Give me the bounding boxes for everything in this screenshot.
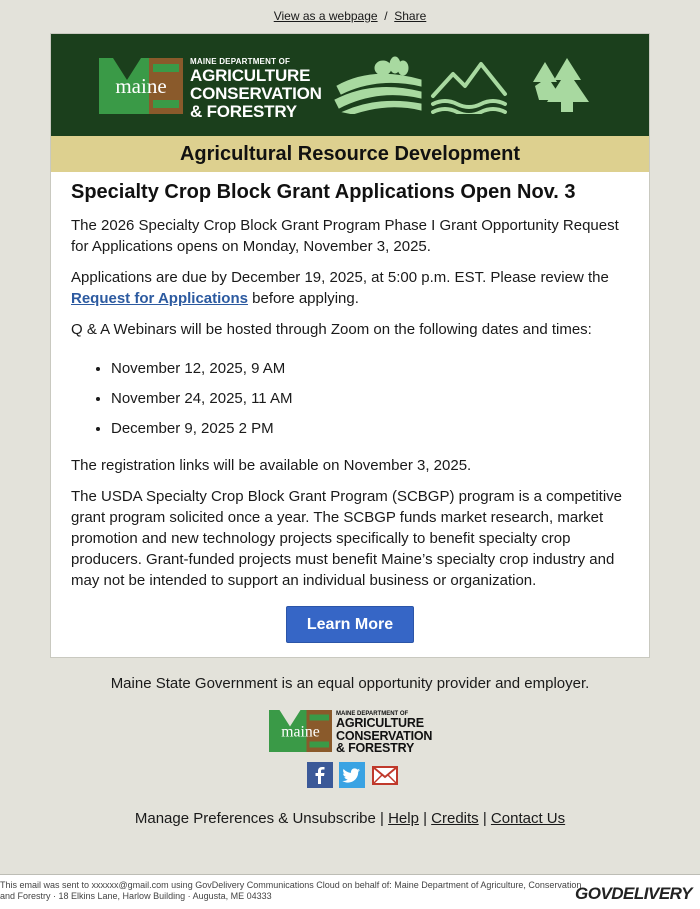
top-links <box>0 9 700 23</box>
contact-us-link[interactable]: Contact Us <box>490 810 566 827</box>
webinars-paragraph: Q & A Webinars will be hosted through Zoom on the following dates and times: <box>71 321 592 338</box>
email-icon[interactable] <box>372 762 398 788</box>
credits-link[interactable]: Credits <box>431 810 479 827</box>
program-description: The USDA Specialty Crop Block Grant Program (SCBGP) program is a competitive grant program solicited once a year. The SCBGP funds market research, market promotion and new technology projects specifically to benefit specialty crop producers. Grant-funded projects must benefit Maine’s specialty crop industry and may not be intended to support an individual business or organization. <box>71 488 623 589</box>
article-content <box>51 181 649 643</box>
footer-logo <box>269 709 439 753</box>
govdelivery-logo[interactable]: GOVDELIVERY <box>575 884 692 903</box>
legal-footer <box>0 874 700 909</box>
social-links <box>307 762 400 788</box>
facebook-icon[interactable] <box>307 762 333 788</box>
list-item: • November 12, 2025, 9 AM <box>111 358 629 379</box>
maine-me-logo-icon <box>99 58 183 114</box>
section-title: Agricultural Resource Development <box>51 136 649 172</box>
deadline-text: Applications are due by December 19, 2025, at 5:00 p.m. EST. Please review the <box>71 269 609 286</box>
maine-me-logo-icon <box>269 710 332 752</box>
webinar-dates-list <box>71 358 629 439</box>
logo-line-1: MAINE DEPARTMENT OF <box>190 57 291 66</box>
footer-department-name <box>336 711 432 755</box>
list-item: • December 9, 2025 2 PM <box>111 418 629 439</box>
email-card <box>50 33 650 658</box>
learn-more-button[interactable]: Learn More <box>286 606 414 643</box>
logo-line-3: CONSERVATION <box>190 84 322 103</box>
logo-line-4: & FORESTRY <box>190 102 297 121</box>
twitter-icon[interactable] <box>339 762 365 788</box>
request-for-applications-link[interactable]: Request for Applications <box>71 290 248 307</box>
footer-separator: | <box>418 810 432 827</box>
deadline-paragraph <box>71 267 629 309</box>
farm-mountain-forest-icon <box>333 56 595 114</box>
footer-separator: | <box>375 810 389 827</box>
sender-notice: This email was sent to xxxxxx@gmail.com using GovDelivery Communications Cloud on behalf of: Maine Department of Agriculture, Conservation and Forestry · 18 Elkins Lane, Harlow Building · Augusta, ME 04333 <box>0 880 582 901</box>
intro-paragraph: The 2026 Specialty Crop Block Grant Program Phase I Grant Opportunity Request for Applications opens on Monday, November 3, 2025. <box>71 217 619 255</box>
footer-logo-line-2: AGRICULTURE <box>336 716 424 730</box>
top-links-separator: / <box>377 9 395 23</box>
department-name <box>190 58 322 120</box>
header-banner <box>51 34 649 136</box>
deadline-text-end: before applying. <box>247 290 359 307</box>
logo-word: maine <box>115 74 167 98</box>
share-link[interactable]: Share <box>394 9 427 23</box>
footer-separator: | <box>478 810 491 827</box>
logo-line-2: AGRICULTURE <box>190 66 311 85</box>
footer-logo-line-3: CONSERVATION <box>336 728 433 743</box>
article-heading: Specialty Crop Block Grant Applications Open Nov. 3 <box>71 181 576 203</box>
equal-opportunity-notice: Maine State Government is an equal opportunity provider and employer. <box>110 675 590 692</box>
footer-links <box>0 810 700 827</box>
button-container <box>71 606 629 643</box>
list-item: • November 24, 2025, 11 AM <box>111 388 629 409</box>
footer-logo-word: maine <box>281 723 320 741</box>
manage-preferences-link[interactable]: Manage Preferences & Unsubscribe <box>134 810 376 827</box>
footer-logo-line-4: & FORESTRY <box>336 741 415 755</box>
view-webpage-link[interactable]: View as a webpage <box>273 9 378 23</box>
help-link[interactable]: Help <box>388 810 419 827</box>
footer-logo-line-1: MAINE DEPARTMENT OF <box>336 711 409 717</box>
registration-paragraph: The registration links will be available on November 3, 2025. <box>71 457 472 474</box>
